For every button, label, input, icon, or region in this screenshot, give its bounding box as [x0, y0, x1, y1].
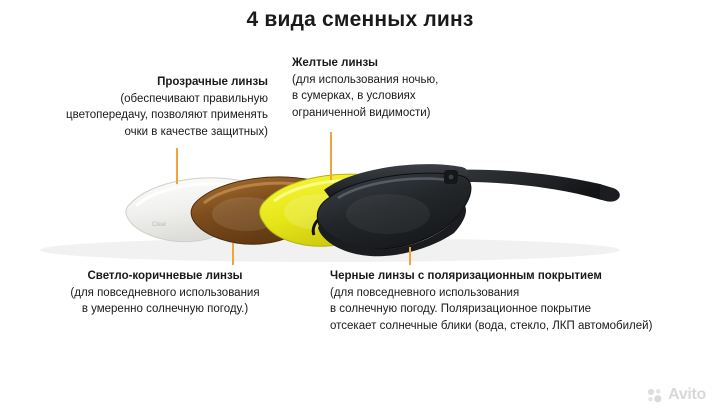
caption-black-heading: Черные линзы с поляризационным покрытием: [330, 270, 602, 282]
caption-clear-line-1: (обеспечивают правильную: [120, 92, 268, 105]
leader-line-yellow: [330, 132, 332, 180]
caption-yellow-lens: [292, 55, 522, 121]
caption-brown-lens: [40, 268, 290, 318]
caption-yellow-line-1: (для использования ночью,: [292, 73, 439, 86]
leader-line-clear: [176, 148, 178, 184]
caption-yellow-line-2: в сумерках, в условиях: [292, 90, 416, 102]
watermark-text: Avito: [668, 386, 706, 403]
leader-line-brown: [232, 243, 234, 265]
caption-black-line-1: (для повседневного использования: [330, 286, 520, 299]
page-title: 4 вида сменных линз: [246, 8, 474, 31]
caption-brown-line-1: (для повседневного использования: [70, 286, 260, 299]
caption-brown-line-2: в умеренно солнечную погоду.): [81, 303, 249, 315]
caption-clear-lens: [28, 74, 268, 140]
caption-clear-line-3: очки в качестве защитных): [124, 125, 268, 138]
leader-line-black: [409, 247, 411, 265]
glasses-illustration: [0, 140, 720, 275]
caption-yellow-line-3: ограниченной видимости): [292, 106, 431, 119]
avito-logo-icon: [646, 387, 663, 404]
watermark: [646, 386, 706, 404]
caption-black-line-3: отсекает солнечные блики (вода, стекло, ЛКП автомобилей): [330, 319, 653, 332]
caption-yellow-heading: Желтые линзы: [292, 57, 378, 69]
svg-text:Clear: Clear: [152, 222, 167, 228]
caption-black-line-2: в солнечную погоду. Поляризационное покрытие: [330, 303, 592, 315]
caption-black-lens: [330, 268, 710, 334]
caption-brown-heading: Светло-коричневые линзы: [87, 270, 243, 282]
caption-clear-heading: Прозрачные линзы: [157, 76, 268, 88]
caption-clear-line-2: цветопередачу, позволяют применять: [66, 109, 268, 121]
